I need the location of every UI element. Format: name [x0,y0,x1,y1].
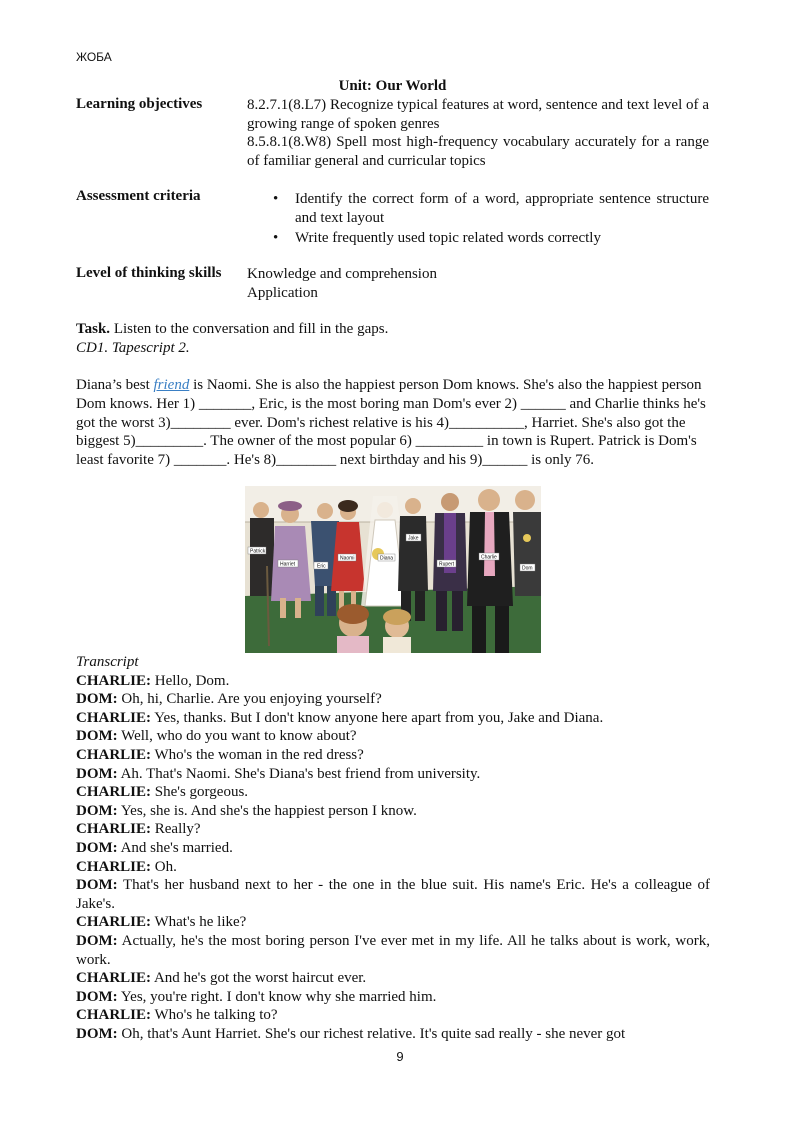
learning-objective-1: 8.2.7.1(8.L7) Recognize typical features at word, sentence and text level of a growing range of spoken genres [247,97,709,132]
name-tag-jake: Jake [408,535,419,542]
name-tag-diana: Diana [380,555,394,562]
utterance: What's he like? [151,914,247,931]
transcript-line [76,765,710,784]
transcript-line [76,1006,710,1025]
transcript-line [76,690,710,709]
gap-fill-paragraph [76,376,710,470]
thinking-skills-body [247,265,709,302]
speaker: DOM: [76,839,118,856]
speaker: DOM: [76,932,118,949]
utterance: Yes, you're right. I don't know why she married him. [117,988,437,1005]
transcript-line [76,802,710,821]
task-label: Task. [76,321,111,337]
speaker: CHARLIE: [76,858,152,875]
utterance: And he's got the worst haircut ever. [151,970,367,987]
utterance: Yes, thanks. But I don't know anyone here apart from you, Jake and Diana. [151,709,604,726]
page-number: 9 [396,1049,404,1064]
task-instruction: Listen to the conversation and fill in the gaps. [110,321,389,337]
assessment-criteria-body [247,190,709,250]
header-tag: ЖОБА [76,50,112,64]
transcript-line [76,932,710,969]
learning-objective-2: 8.5.8.1(8.W8) Spell most high-frequency vocabulary accurately for a range of familiar general and curricular topics [247,134,709,169]
name-tag-rupert: Rupert [439,561,455,568]
thinking-skill-item: Application [247,284,318,301]
criteria-list [247,190,709,248]
task-block [76,320,388,357]
transcript-line [76,876,710,913]
utterance: Yes, she is. And she's the happiest person I know. [117,802,417,819]
speaker: DOM: [76,1025,118,1042]
transcript-line [76,709,710,728]
name-tag-patrick: Patrick [250,548,266,555]
utterance: That's her husband next to her - the one in the blue suit. His name's Eric. He's a colleague of Jake's. [76,877,710,912]
transcript-line [76,672,710,691]
speaker: CHARLIE: [76,746,152,763]
name-tag-charlie: Charlie [481,554,497,561]
transcript-line [76,820,710,839]
friend-link[interactable]: friend [153,377,190,393]
thinking-skill-item: Knowledge and comprehension [247,266,437,282]
transcript-line [76,746,710,765]
transcript-line [76,727,710,746]
speaker: CHARLIE: [76,1007,152,1024]
speaker: DOM: [76,728,118,745]
criteria-item: • Write frequently used topic related words correctly [247,229,709,248]
speaker: DOM: [76,802,118,819]
transcript-line [76,969,710,988]
unit-title: Unit: Our World [338,78,447,94]
utterance: Oh, hi, Charlie. Are you enjoying yourself? [117,691,382,708]
learning-objectives-body [247,96,709,170]
utterance: She's gorgeous. [151,784,249,801]
transcript-label: Transcript [76,654,139,670]
transcript-line [76,783,710,802]
utterance: Oh, that's Aunt Harriet. She's our richest relative. It's quite sad really - she never got [117,1025,626,1042]
wedding-illustration [245,486,541,653]
gap-text-start: Diana’s best [76,377,154,393]
utterance: Oh. [151,858,177,875]
transcript-line [76,988,710,1007]
name-tag-naomi: Naomi [340,555,355,562]
utterance: Well, who do you want to know about? [117,728,357,745]
speaker: CHARLIE: [76,784,152,801]
speaker: DOM: [76,691,118,708]
assessment-criteria-label: Assessment criteria [76,188,201,204]
criteria-item: • Identify the correct form of a word, appropriate sentence structure and text layout [247,190,709,227]
speaker: CHARLIE: [76,970,152,987]
name-tag-dom: Dom [522,565,533,572]
thinking-skills-label: Level of thinking skills [76,265,222,281]
transcript-line [76,1025,710,1044]
speaker: CHARLIE: [76,821,152,838]
speaker: DOM: [76,877,118,894]
transcript-line [76,839,710,858]
gap-text-rest: is Naomi. She is also the happiest person Dom knows. She's also the happiest person Dom knows. Her 1) _______, Eric, is the most boring man Dom's ever 2) ______ and Charlie thinks he's got the worst 3)________ ever. Dom's richest relative is his 4)__________, Harriet. She's also got the biggest 5)_________. The owner of the most popular 6) _________ in town is Rupert. Patrick is Dom's least favorite 7) _______. He's 8)________ next birthday and his 9)______ is only 76. [76,377,706,469]
speaker: CHARLIE: [76,914,152,931]
utterance: Hello, Dom. [151,672,230,689]
utterance: Who's he talking to? [151,1007,278,1024]
utterance: Really? [151,821,201,838]
speaker: DOM: [76,988,118,1005]
utterance: Who's the woman in the red dress? [151,746,364,763]
wedding-illustration-svg [245,486,541,653]
speaker: CHARLIE: [76,672,152,689]
task-source: CD1. Tapescript 2. [76,339,190,356]
name-tag-harriet: Harriet [280,561,296,568]
name-tag-eric: Eric [317,563,326,570]
transcript-line [76,913,710,932]
speaker: CHARLIE: [76,709,152,726]
utterance: Actually, he's the most boring person I've ever met in my life. All he talks about is work, work, work. [76,932,710,968]
transcript [76,653,710,1043]
speaker: DOM: [76,765,118,782]
utterance: Ah. That's Naomi. She's Diana's best friend from university. [117,765,481,782]
learning-objectives-label: Learning objectives [76,96,203,112]
transcript-line [76,858,710,877]
utterance: And she's married. [117,839,233,856]
